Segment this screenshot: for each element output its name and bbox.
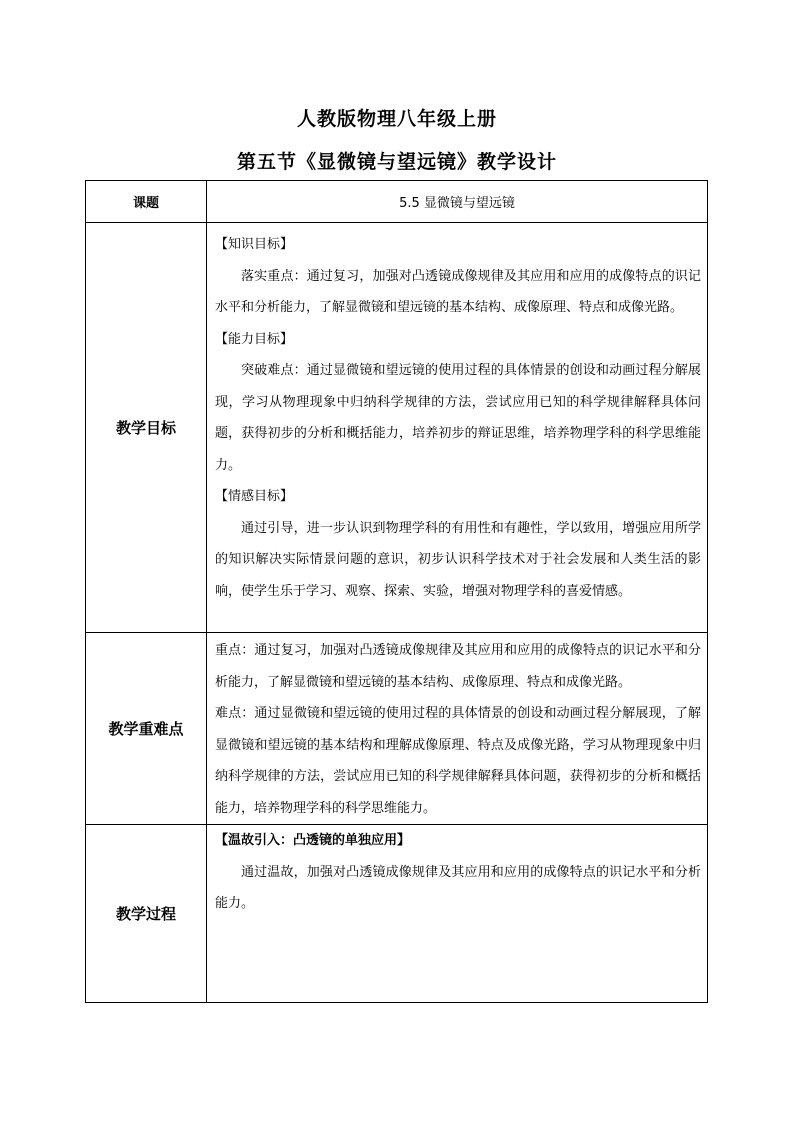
key-point-text: 重点：通过复习，加强对凸透镜成像规律及其应用和应用的成像特点的识记水平和分析能力，了解显微镜和望远镜的基本结构、成像原理、特点和成像光路。 — [215, 643, 701, 690]
ability-text: 突破难点：通过显微镜和望远镜的使用过程的具体情景的创设和动画过程分解展现，学习从物理现象中归纳科学规律的方法，尝试应用已知的科学规律解释具体问题，获得初步的分析和概括能力，培养初步的辩证思维，培养物理学科的科学思维能力。 — [215, 363, 701, 473]
knowledge-text: 落实重点：通过复习，加强对凸透镜成像规律及其应用和应用的成像特点的识记水平和分析能力，了解显微镜和望远镜的基本结构、成像原理、特点和成像光路。 — [215, 268, 701, 315]
lesson-plan-table — [85, 180, 708, 1003]
difficult-point-text: 难点：通过显微镜和望远镜的使用过程的具体情景的创设和动画过程分解展现，了解显微镜和望远镜的基本结构和理解成像原理、特点及成像光路，学习从物理现象中归纳科学规律的方法，尝试应用已知的科学规律解释具体问题，获得初步的分析和概括能力，培养物理学科的科学思维能力。 — [215, 706, 701, 816]
key-points-content — [207, 633, 708, 825]
topic-value: 5.5 显微镜与望远镜 — [207, 181, 708, 223]
objectives-content — [207, 223, 708, 633]
table-row-process — [86, 825, 708, 1003]
emotion-text: 通过引导，进一步认识到物理学科的有用性和有趣性，学以致用，增强应用所学的知识解决实际情景问题的意识，初步认识科学技术对于社会发展和人类生活的影响，使学生乐于学习、观察、探索、实验，增强对物理学科的喜爱情感。 — [215, 520, 701, 599]
emotion-heading: 【情感目标】 — [215, 489, 294, 504]
table-row-key-points — [86, 633, 708, 825]
table-row-topic — [86, 181, 708, 223]
topic-label: 课题 — [86, 181, 207, 223]
knowledge-heading: 【知识目标】 — [215, 237, 294, 252]
table-row-objectives — [86, 223, 708, 633]
intro-heading: 【温故引入：凸透镜的单独应用】 — [215, 833, 411, 848]
ability-heading: 【能力目标】 — [215, 331, 294, 347]
objectives-label: 教学目标 — [86, 223, 207, 633]
document-title: 人教版物理八年级上册 — [296, 108, 497, 130]
document-subtitle: 第五节《显微镜与望远镜》教学设计 — [236, 151, 557, 173]
intro-text: 通过温故，加强对凸透镜成像规律及其应用和应用的成像特点的识记水平和分析能力。 — [215, 864, 701, 911]
key-points-label: 教学重难点 — [86, 633, 207, 825]
process-label: 教学过程 — [86, 825, 207, 1003]
process-content — [207, 825, 708, 1003]
